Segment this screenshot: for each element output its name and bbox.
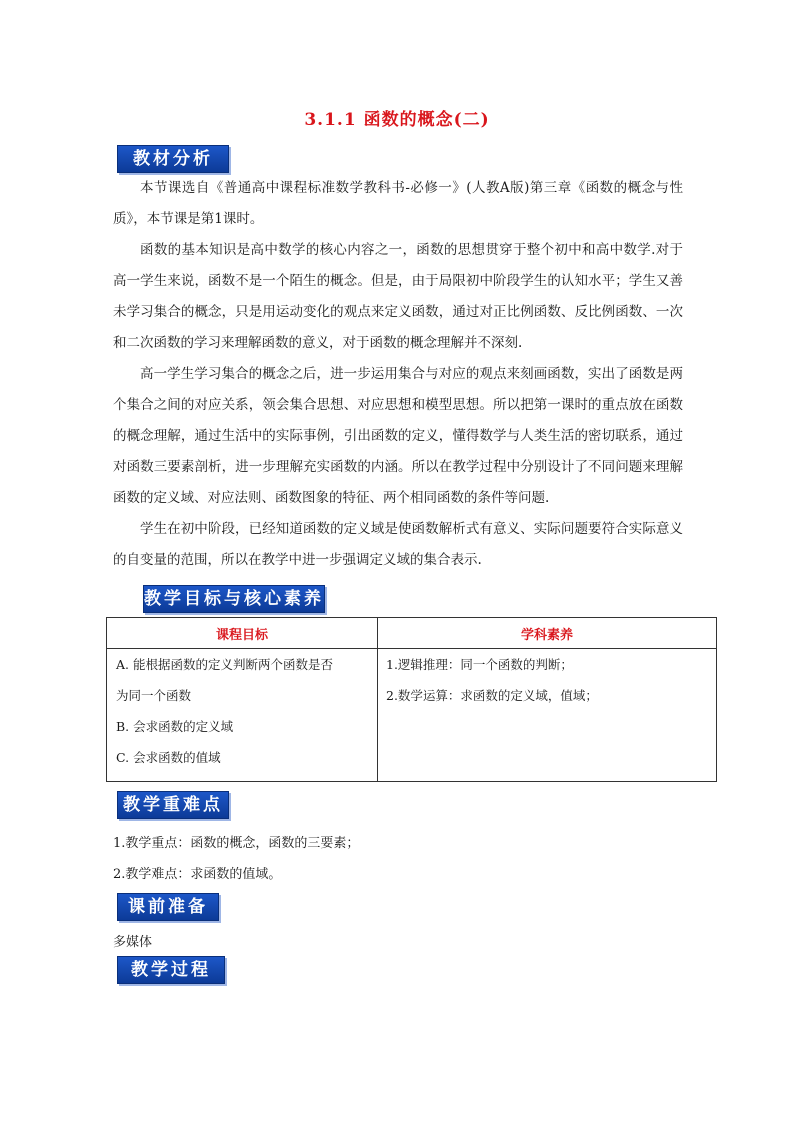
section-heading-preparation: 课前准备 [117, 893, 219, 921]
table-header-literacy: 学科素养 [378, 618, 717, 649]
analysis-paragraph-1: 本节课选自《普通高中课程标准数学教科书-必修一》(人教A版)第三章《函数的概念与性质》，本节课是第1课时。 [113, 180, 683, 227]
preparation-text: 多媒体 [113, 935, 153, 950]
course-goal-line: C. 会求函数的值域 [116, 750, 221, 765]
key-point-focus: 1.教学重点：函数的概念，函数的三要素； [113, 836, 360, 851]
course-goals-cell [107, 649, 378, 782]
section-heading-goals: 教学目标与核心素养 [143, 585, 325, 613]
course-goal-line: B. 会求函数的定义域 [116, 719, 234, 734]
course-goal-line: A. 能根据函数的定义判断两个函数是否 [116, 657, 333, 672]
section-heading-analysis: 教材分析 [117, 145, 229, 173]
literacy-cell [378, 649, 717, 782]
analysis-paragraph-3: 高一学生学习集合的概念之后，进一步运用集合与对应的观点来刻画函数，实出了函数是两个集合之间的对应关系，领会集合思想、对应思想和模型思想。所以把第一课时的重点放在函数的概念理解，通过生活中的实际事例，引出函数的定义，懂得数学与人类生活的密切联系，通过对函数三要素剖析，进一步理解充实函数的内涵。所以在教学过程中分别设计了不同问题来理解函数的定义域、对应法则、函数图象的特征、两个相同函数的条件等问题. [113, 366, 683, 506]
table-header-course-goals: 课程目标 [107, 618, 378, 649]
page-title: 3.1.1 函数的概念(二) [304, 110, 490, 130]
section-heading-process: 教学过程 [117, 956, 225, 984]
key-point-difficulty: 2.教学难点：求函数的值域。 [113, 867, 282, 882]
section-heading-key-points: 教学重难点 [117, 791, 229, 819]
analysis-paragraph-2: 函数的基本知识是高中数学的核心内容之一，函数的思想贯穿于整个初中和高中数学.对于高一学生来说，函数不是一个陌生的概念。但是，由于局限初中阶段学生的认知水平；学生又善未学习集合的概念，只是用运动变化的观点来定义函数，通过对正比例函数、反比例函数、一次和二次函数的学习来理解函数的意义，对于函数的概念理解并不深刻. [113, 242, 683, 351]
literacy-line: 1.逻辑推理：同一个函数的判断； [386, 657, 573, 672]
analysis-paragraph-4: 学生在初中阶段，已经知道函数的定义域是使函数解析式有意义、实际问题要符合实际意义的自变量的范围，所以在教学中进一步强调定义域的集合表示. [113, 521, 683, 568]
goals-table [106, 617, 717, 782]
course-goal-line: 为同一个函数 [116, 688, 192, 703]
literacy-line: 2.数学运算：求函数的定义域，值域； [386, 688, 598, 703]
